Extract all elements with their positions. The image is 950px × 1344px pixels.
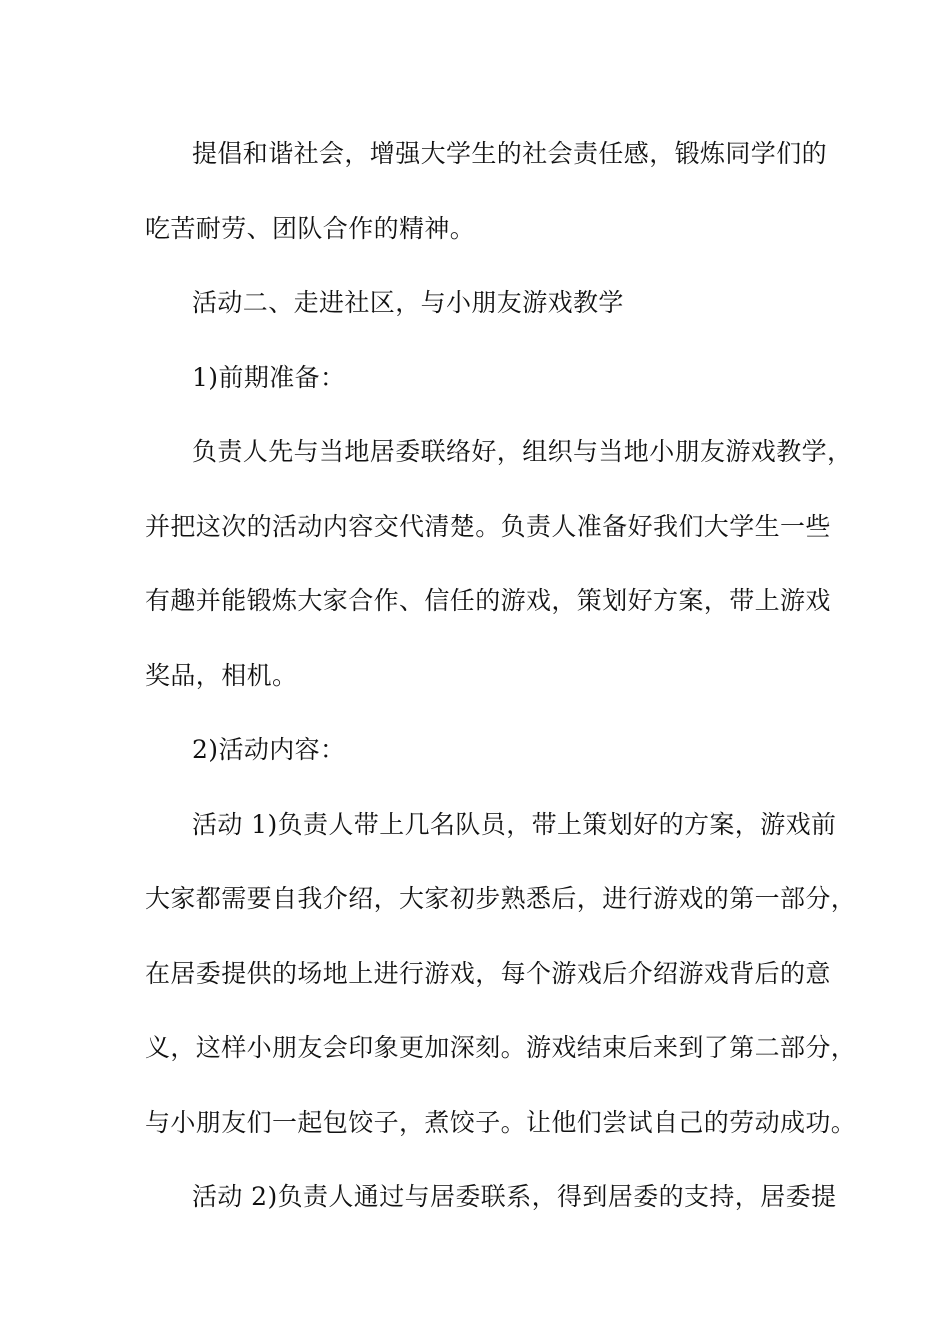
paragraph-line: 负责人先与当地居委联络好，组织与当地小朋友游戏教学，	[192, 437, 853, 466]
paragraph-line: 与小朋友们一起包饺子，煮饺子。让他们尝试自己的劳动成功。	[145, 1107, 857, 1137]
paragraph-line: 奖品，相机。	[145, 660, 298, 690]
document-body	[145, 127, 857, 1245]
paragraph-line: 义，这样小朋友会印象更加深刻。游戏结束后来到了第二部分，	[145, 1033, 857, 1062]
paragraph-line: 吃苦耐劳、团队合作的精神。	[145, 213, 476, 243]
paragraph-line: 有趣并能锻炼大家合作、信任的游戏，策划好方案，带上游戏	[145, 586, 831, 615]
paragraph-line: 活动 2)负责人通过与居委联系，得到居委的支持，居委提	[192, 1182, 837, 1211]
paragraph-line: 大家都需要自我介绍，大家初步熟悉后，进行游戏的第一部分，	[145, 884, 857, 913]
paragraph-line: 活动 1)负责人带上几名队员，带上策划好的方案，游戏前	[192, 809, 837, 839]
paragraph-line: 提倡和谐社会，增强大学生的社会责任感，锻炼同学们的	[192, 139, 828, 168]
paragraph-line: 并把这次的活动内容交代清楚。负责人准备好我们大学生一些	[145, 511, 831, 541]
subsection-heading: 1)前期准备：	[192, 362, 346, 392]
section-heading: 活动二、走进社区，与小朋友游戏教学	[192, 288, 624, 317]
paragraph-line: 在居委提供的场地上进行游戏，每个游戏后介绍游戏背后的意	[145, 958, 831, 988]
subsection-heading: 2)活动内容：	[192, 735, 346, 764]
